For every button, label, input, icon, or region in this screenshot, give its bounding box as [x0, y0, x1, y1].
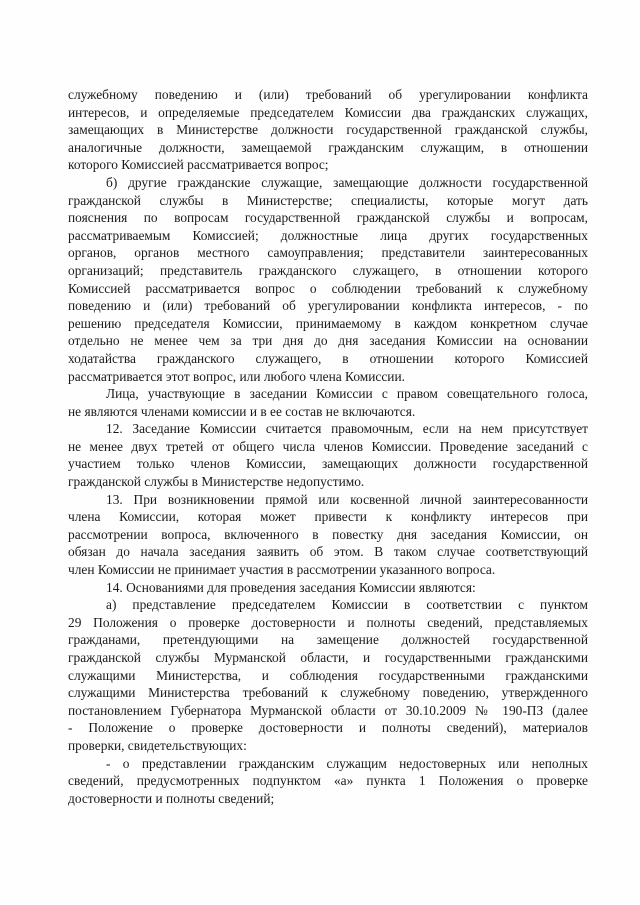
paragraph: [68, 579, 588, 597]
text-line: постановлением Губернатора Мурманской области от 30.10.2009 № 190-ПЗ (далее: [68, 702, 588, 718]
text-line: пояснения по вопросам государственной гражданской службы и вопросам,: [68, 210, 588, 226]
paragraph: [68, 491, 588, 579]
paragraph: [68, 174, 588, 385]
paragraph: [68, 420, 588, 490]
text-line: 29 Положения о проверке достоверности и полноты сведений, представляемых: [68, 614, 588, 630]
text-line: отдельно не менее чем за три дня до дня заседания Комиссии на основании: [68, 333, 588, 349]
text-line: 13. При возникновении прямой или косвенной личной заинтересованности: [106, 491, 588, 507]
text-line: члена Комиссии, которая может привести к конфликту интересов при: [68, 509, 588, 525]
text-line: поведению и (или) требований об урегулировании конфликта интересов, - по: [68, 298, 588, 314]
text-line: достоверности и полноты сведений;: [68, 790, 275, 806]
text-line: организаций; представитель гражданского служащего, в отношении которого: [68, 262, 588, 278]
paragraph: [68, 755, 588, 808]
text-line: обязан до начала заседания заявить об этом. В таком случае соответствующий: [68, 544, 588, 560]
text-line: рассмотрении вопроса, включенного в повестку дня заседания Комиссии, он: [68, 526, 588, 542]
text-line: аналогичные должности, замещаемой гражданским служащим, в отношении: [68, 139, 588, 155]
text-line: сведений, предусмотренных подпунктом «а» пункта 1 Положения о проверке: [68, 773, 588, 789]
paragraph: [68, 596, 588, 754]
text-line: служащими Министерства требований к служебному поведению, утвержденного: [68, 685, 588, 701]
text-line: б) другие гражданские служащие, замещающие должности государственной: [106, 174, 588, 190]
text-line: замещающих в Министерстве должности государственной гражданской службы,: [68, 122, 588, 138]
text-line: решению председателя Комиссии, принимаемому в каждом конкретном случае: [68, 315, 588, 331]
text-line: гражданской службы в Министерстве недопустимо.: [68, 474, 365, 490]
text-line: - Положение о проверке достоверности и полноты сведений), материалов: [68, 720, 588, 736]
text-line: гражданами, претендующими на замещение должностей государственной: [68, 632, 588, 648]
text-line: рассматриваемым Комиссией; должностные лица других государственных: [68, 227, 588, 243]
text-line: а) представление председателем Комиссии в соответствии с пунктом: [106, 597, 588, 613]
text-line: рассматривается этот вопрос, или любого члена Комиссии.: [68, 368, 405, 384]
text-line: - о представлении гражданским служащим недостоверных или неполных: [106, 755, 588, 771]
text-line: гражданской службы в Министерстве; специалисты, которые могут дать: [68, 192, 588, 208]
text-line: которого Комиссией рассматривается вопрос;: [68, 157, 329, 173]
text-line: Лица, участвующие в заседании Комиссии с правом совещательного голоса,: [106, 386, 588, 402]
text-line: интересов, и определяемые председателем Комиссии два гражданских служащих,: [68, 104, 588, 120]
text-line: 14. Основаниями для проведения заседания Комиссии являются:: [106, 579, 476, 595]
paragraph: [68, 385, 588, 420]
text-line: не менее двух третей от общего числа членов Комиссии. Проведение заседаний с: [68, 438, 588, 454]
document-body: [68, 86, 588, 807]
paragraph: [68, 86, 588, 174]
text-line: служебному поведению и (или) требований об урегулировании конфликта: [68, 87, 588, 102]
text-line: проверки, свидетельствующих:: [68, 737, 247, 753]
text-line: участием только членов Комиссии, замещающих должности государственной: [68, 456, 588, 472]
text-line: 12. Заседание Комиссии считается правомочным, если на нем присутствует: [106, 421, 588, 437]
text-line: гражданской службы Мурманской области, и государственными гражданскими: [68, 650, 588, 665]
text-line: не являются членами комиссии и в ее состав не включаются.: [68, 403, 416, 419]
text-line: органов, органов местного самоуправления; представители заинтересованных: [68, 245, 588, 261]
text-line: Комиссией рассматривается вопрос о соблюдении требований к служебному: [68, 280, 588, 296]
text-line: ходатайства гражданского служащего, в отношении которого Комиссией: [68, 350, 588, 366]
text-line: служащими Министерства, и соблюдения государственными гражданскими: [68, 667, 588, 683]
text-line: член Комиссии не принимает участия в рассмотрении указанного вопроса.: [68, 562, 496, 578]
